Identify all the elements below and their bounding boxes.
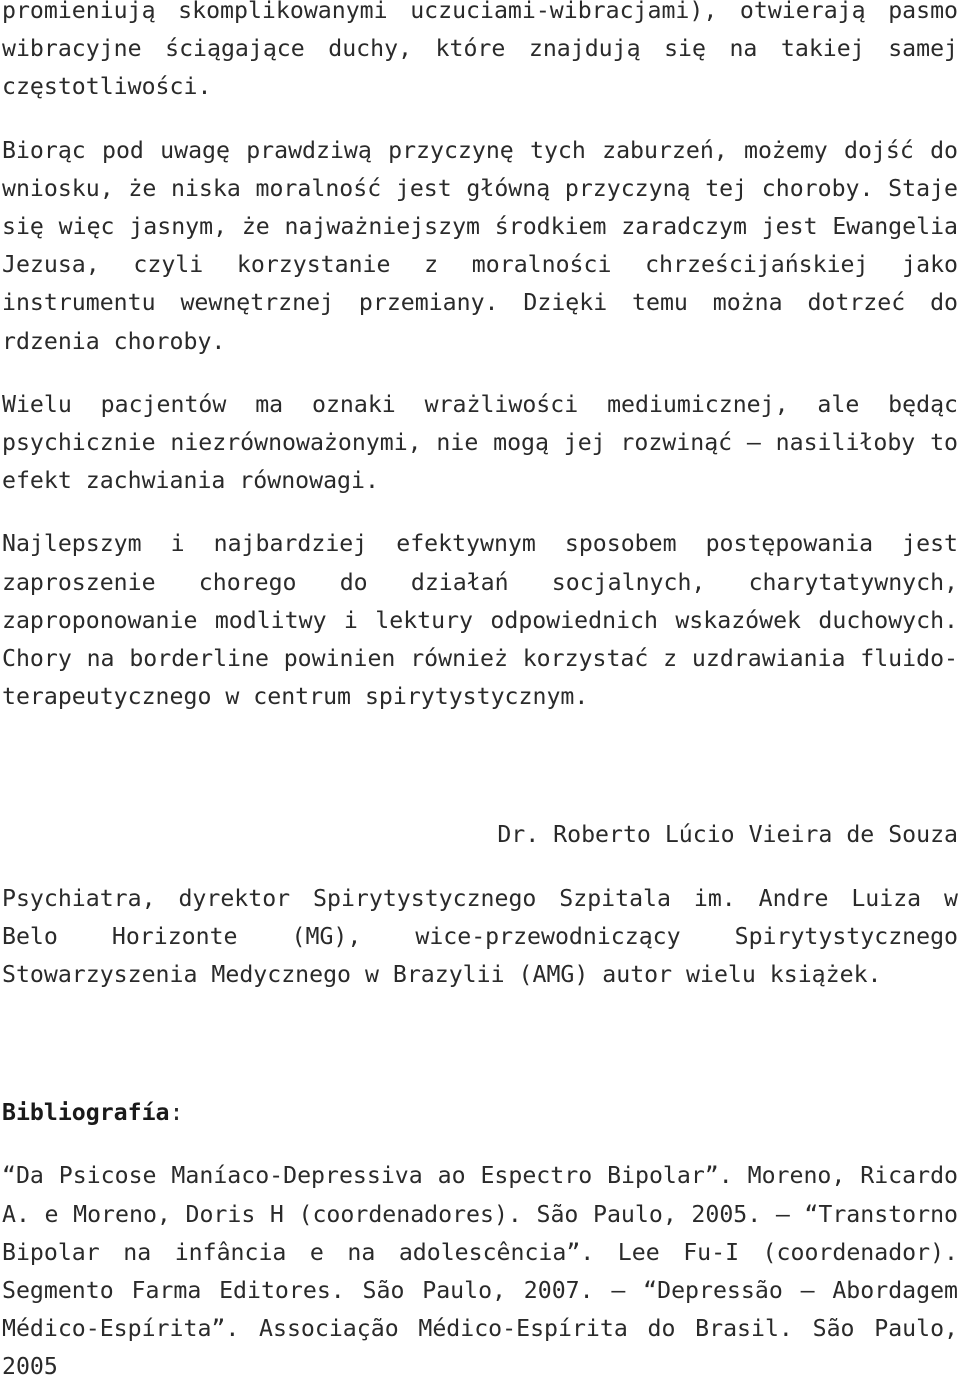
article-body — [2, 0, 958, 1387]
bibliography-label: Bibliografía — [2, 1099, 170, 1127]
bibliography-list: “Da Psicose Maníaco-Depressiva ao Espectro Bipolar”. Moreno, Ricardo A. e Moreno, Doris H (coordenadores). São Paulo, 2005. – “Transtorno Bipolar na infância e na adolescência”. Lee Fu-I (coordenador). Segmento Farma Editores. São Paulo, 2007. – “Depressão – Abordagem Médico-Espírita”. Associação Médico-Espírita do Brasil. São Paulo, 2005 — [2, 1162, 958, 1381]
author-signature: Dr. Roberto Lúcio Vieira de Souza — [497, 821, 958, 849]
bibliography-colon: : — [169, 1099, 184, 1127]
paragraph-4: Najlepszym i najbardziej efektywnym sposobem postępowania jest zaproszenie chorego do działań socjalnych, charytatywnych, zaproponowanie modlitwy i lektury odpowiednich wskazówek duchowych. Chory na borderline powinien również korzystać z uzdrawiania fluido-terapeutycznego w centrum spirytystycznym. — [2, 530, 958, 711]
paragraph-1: promieniują skomplikowanymi uczuciami-wibracjami), otwierają pasmo wibracyjne ściągające duchy, które znajdują się na takiej samej częstotliwości. — [2, 0, 958, 101]
bibliography-heading — [2, 1094, 958, 1132]
paragraph-3: Wielu pacjentów ma oznaki wrażliwości mediumicznej, ale będąc psychicznie niezrównoważonymi, nie mogą jej rozwinąć – nasiliłoby to efekt zachwiania równowagi. — [2, 390, 958, 495]
paragraph-2: Biorąc pod uwagę prawdziwą przyczynę tych zaburzeń, możemy dojść do wniosku, że niska moralność jest główną przyczyną tej choroby. Staje się więc jasnym, że najważniejszym środkiem zaradczym jest Ewangelia Jezusa, czyli korzystanie z moralności chrześcijańskiej jako instrumentu wewnętrznej przemiany. Dzięki temu można dotrzeć do rdzenia choroby. — [2, 136, 958, 355]
author-bio: Psychiatra, dyrektor Spirytystycznego Szpitala im. Andre Luiza w Belo Horizonte (MG), wice-przewodniczący Spirytystycznego Stowarzyszenia Medycznego w Brazylii (AMG) autor wielu książek. — [2, 884, 958, 989]
